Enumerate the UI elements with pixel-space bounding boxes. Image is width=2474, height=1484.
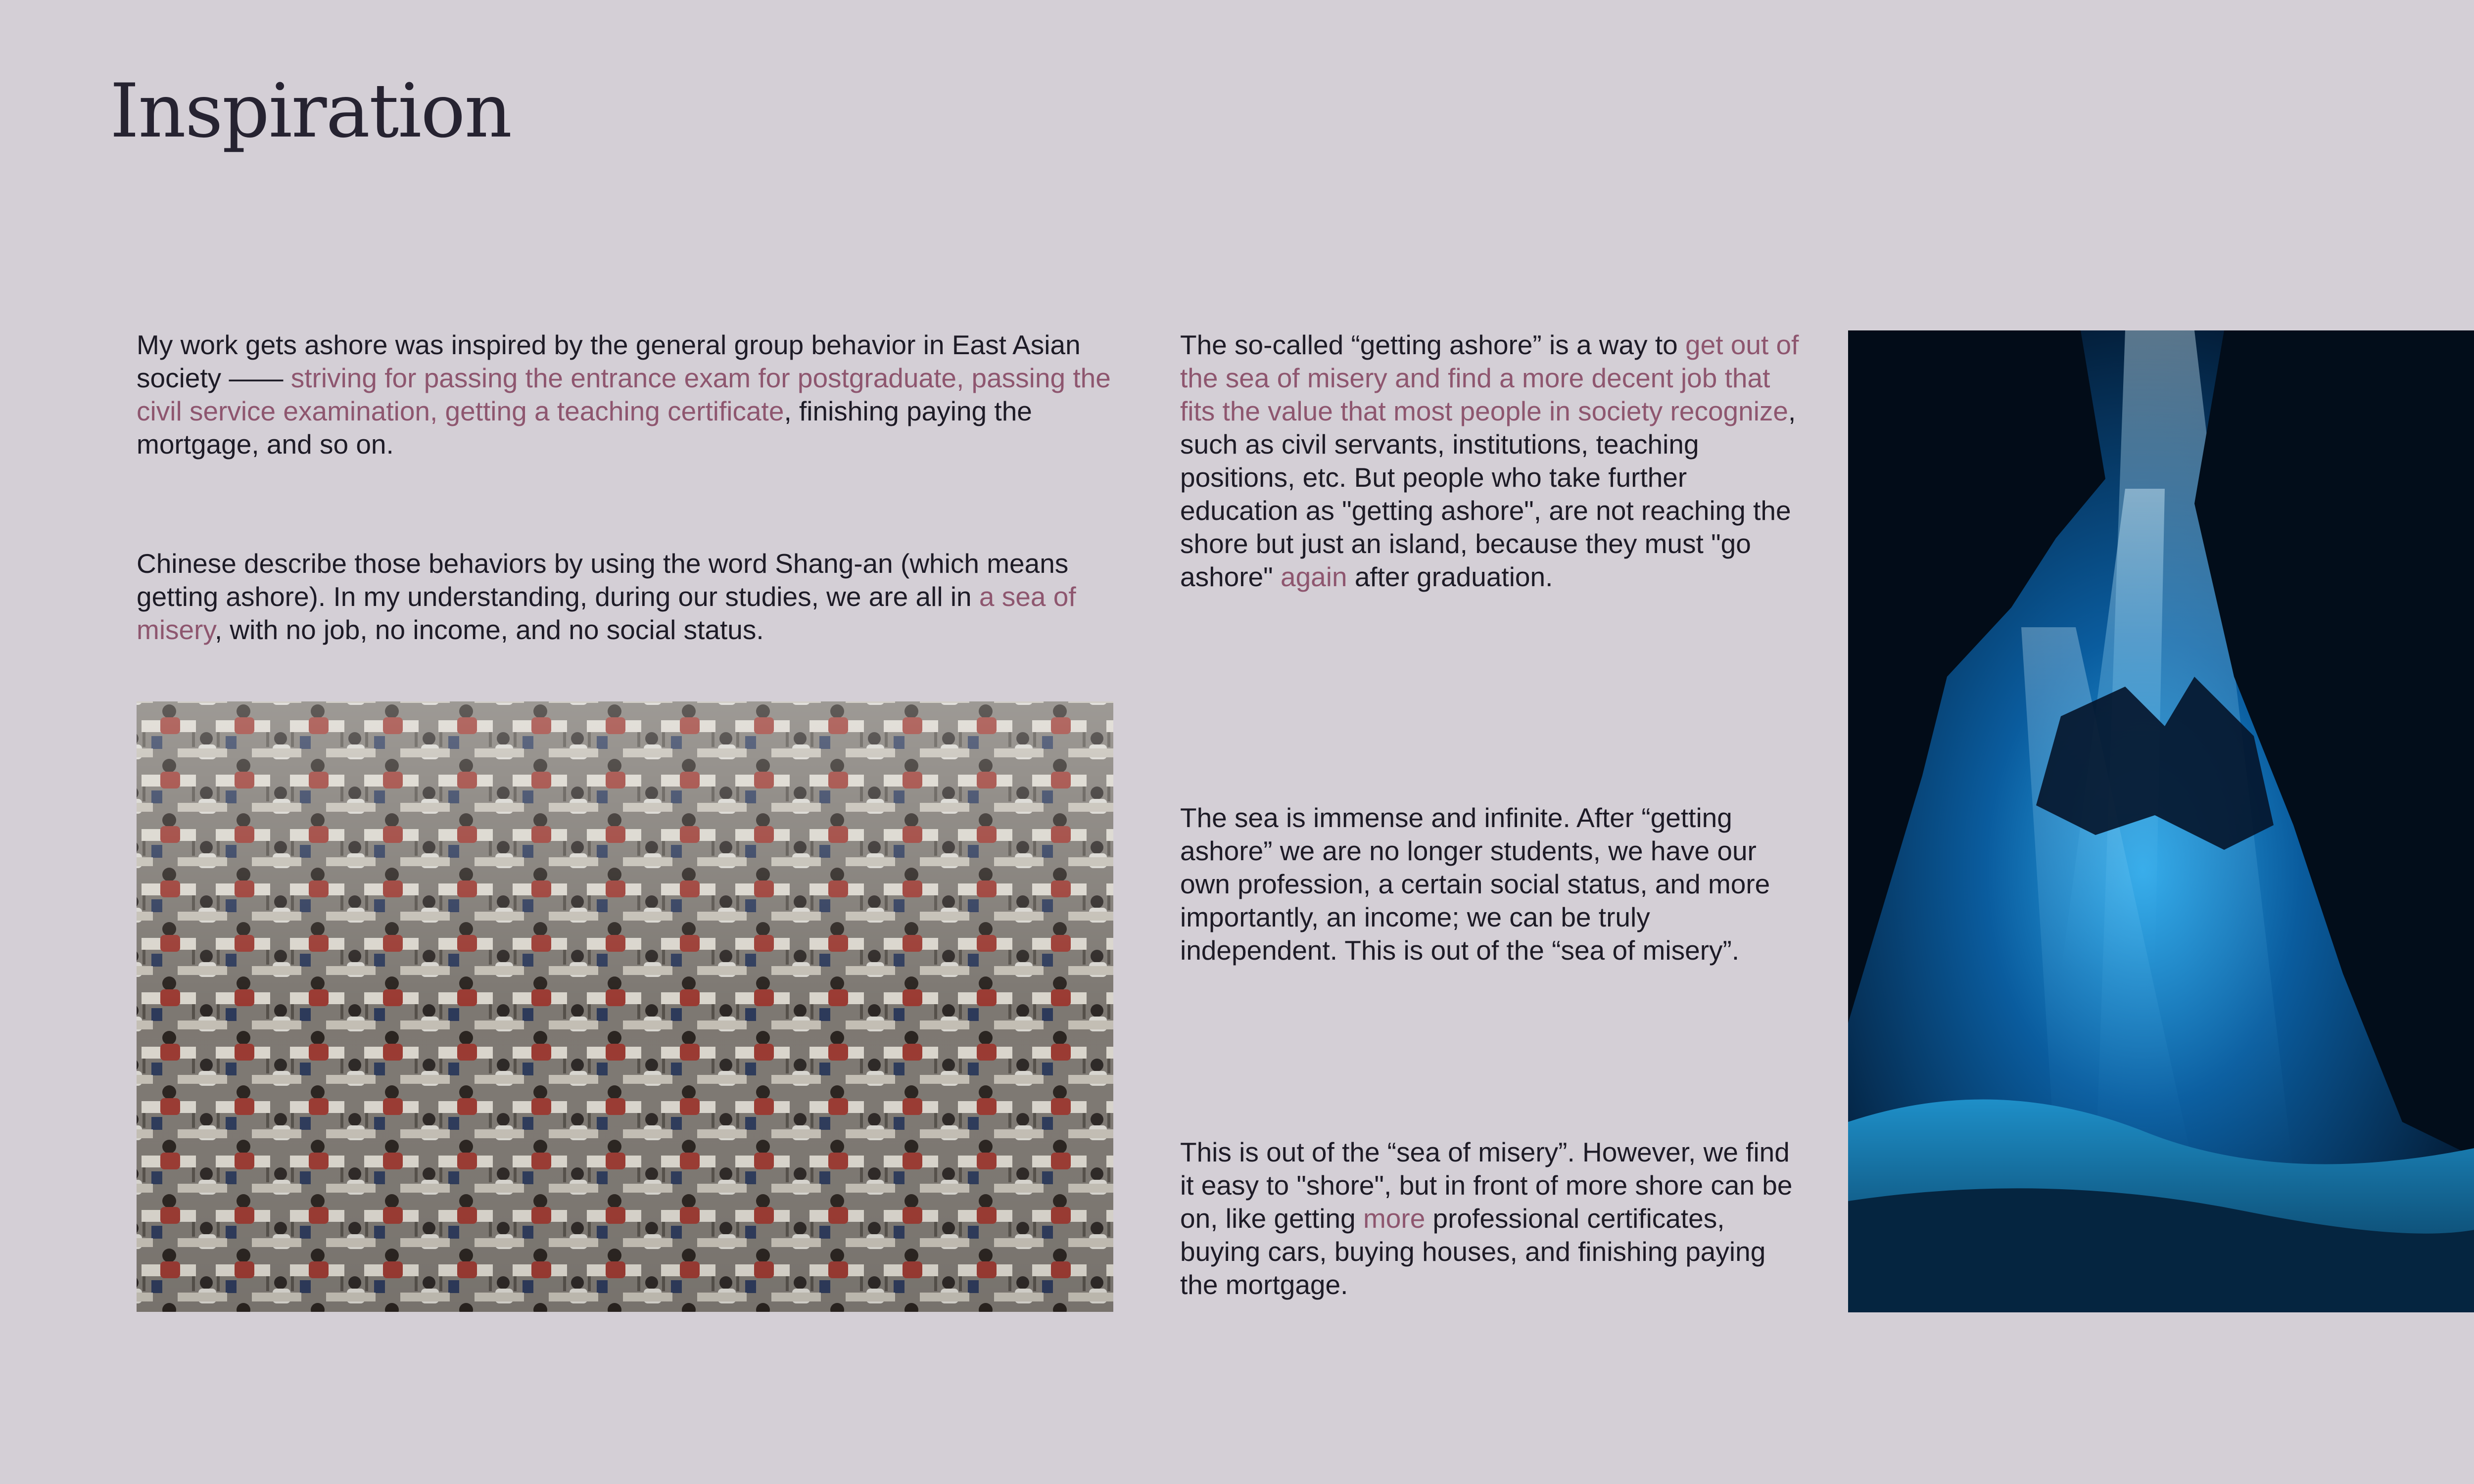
shang-an-paragraph [137, 547, 1116, 647]
text-run: , with no job, no income, and no social status. [214, 614, 764, 645]
underwater-cave-photo [1848, 330, 2474, 1312]
text-run: My work gets ashore was inspired by the general group behavior in East Asian society —— [137, 329, 1081, 393]
highlight-text: a sea of misery [137, 581, 1076, 645]
exam-hall-photo [137, 701, 1113, 1312]
highlight-text: get out of the sea of misery and find a more decent job that fits the value that most people in society recognize [1180, 329, 1799, 426]
text-run: The so-called “getting ashore” is a way to [1180, 329, 1686, 360]
sea-immense-paragraph [1180, 801, 1804, 967]
text-run: after graduation. [1347, 561, 1553, 592]
getting-ashore-paragraph [1180, 328, 1804, 594]
intro-paragraph [137, 328, 1116, 461]
text-run: The sea is immense and infinite. After “getting ashore” we are no longer students, we have our own profession, a certain social status, and more importantly, an income; we can be truly independent. This is out of the “sea of misery”. [1180, 802, 1770, 966]
text-run: , such as civil servants, institutions, teaching positions, etc. But people who take further education as "getting ashore", are not reaching the shore but just an island, because they must "go ashore" [1180, 396, 1796, 592]
text-run: Chinese describe those behaviors by using the word Shang-an (which means getting ashore). In my understanding, during our studies, we are all in [137, 548, 1069, 612]
highlight-text: more [1363, 1203, 1426, 1234]
page-title: Inspiration [110, 68, 512, 154]
highlight-text: striving for passing the entrance exam for postgraduate, passing the civil service examination, getting a teaching certificate [137, 363, 1111, 426]
text-run: This is out of the “sea of misery”. However, we find it easy to "shore", but in front of more shore can be on, like getting [1180, 1137, 1793, 1234]
text-run: professional certificates, buying cars, buying houses, and finishing paying the mortgage. [1180, 1203, 1766, 1300]
highlight-text: again [1280, 561, 1347, 592]
text-run: , finishing paying the mortgage, and so on. [137, 396, 1032, 460]
more-shore-paragraph [1180, 1136, 1804, 1301]
